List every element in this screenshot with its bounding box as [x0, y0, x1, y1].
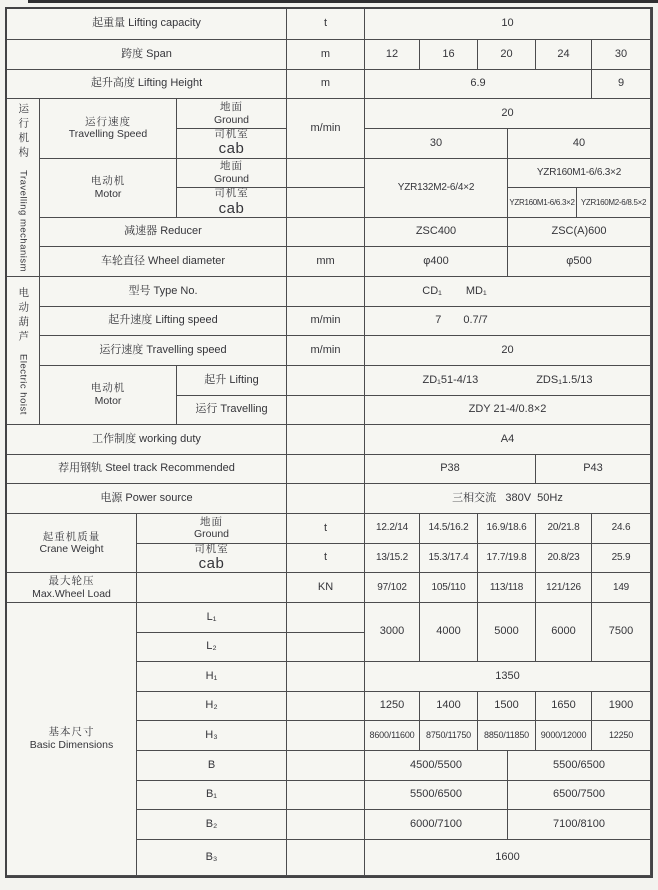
dim-b1-value-2: 6500/7500 [508, 781, 651, 811]
dim-sublabel-h2: H₂ [137, 692, 287, 722]
empty-unit-cell [287, 484, 365, 514]
section-electric-hoist [7, 277, 40, 425]
crane-weight-ground-value: 12.2/14 [365, 514, 420, 544]
hoist-lifting-speed-values [365, 307, 651, 337]
max-wheel-load-value: 97/102 [365, 573, 420, 603]
steel-track-value-2: P43 [536, 455, 651, 485]
type-no-values [365, 277, 651, 307]
empty-unit-cell [287, 662, 365, 692]
wheel-diameter-unit: mm [287, 247, 365, 277]
empty-cell [137, 573, 287, 603]
crane-weight-cab-value: 15.3/17.4 [420, 544, 478, 574]
max-wheel-load-label-zh: 最大轮压 [48, 574, 95, 587]
crane-weight-cab-value: 25.9 [592, 544, 651, 574]
dim-h3-value: 8750/11750 [420, 721, 478, 751]
dim-h3-value: 12250 [592, 721, 651, 751]
empty-unit-cell [287, 159, 365, 189]
empty-unit-cell [287, 603, 365, 633]
travelling-speed-label [40, 99, 177, 158]
dim-l-value: 5000 [478, 603, 536, 662]
dim-h2-value: 1650 [536, 692, 592, 722]
wheel-diameter-value-1: φ400 [365, 247, 508, 277]
ground-sublabel-zh: 地面 [200, 515, 223, 528]
max-wheel-load-value: 113/118 [478, 573, 536, 603]
wheel-diameter-label: 车轮直径 Wheel diameter [40, 247, 287, 277]
dim-l-value: 6000 [536, 603, 592, 662]
empty-unit-cell [287, 188, 365, 218]
lifting-height-label: 起升高度 Lifting Height [7, 70, 287, 100]
hoist-travelling-speed-unit: m/min [287, 336, 365, 366]
working-duty-label: 工作制度 working duty [7, 425, 287, 455]
hoist-lifting-speed-unit: m/min [287, 307, 365, 337]
dim-h2-value: 1900 [592, 692, 651, 722]
max-wheel-load-label [7, 573, 137, 603]
type-no-value-md: MD₁ [465, 284, 487, 297]
travelling-motor-cab-sublabel [177, 188, 287, 218]
travelling-speed-ground-sublabel [177, 99, 287, 129]
crane-weight-ground-value: 20/21.8 [536, 514, 592, 544]
travelling-speed-unit: m/min [287, 99, 365, 158]
steel-track-label: 荐用钢轨 Steel track Recommended [7, 455, 287, 485]
crane-weight-cab-value: 13/15.2 [365, 544, 420, 574]
ground-sublabel-en: Ground [213, 113, 250, 126]
travelling-motor-label-en: Motor [94, 187, 122, 200]
travelling-speed-cab-value-2: 40 [508, 129, 651, 159]
lifting-height-main: 6.9 [365, 70, 592, 100]
hoist-lifting-speed-label: 起升速度 Lifting speed [40, 307, 287, 337]
travelling-speed-ground-value: 20 [365, 99, 651, 129]
basic-dimensions-label [7, 603, 137, 876]
cab-sublabel-en: cab [218, 140, 245, 158]
empty-unit-cell [287, 810, 365, 840]
type-no-value-cd: CD₁ [422, 284, 442, 297]
hoist-motor-label [40, 366, 177, 425]
reducer-value-1: ZSC400 [365, 218, 508, 248]
max-wheel-load-label-en: Max.Wheel Load [32, 587, 111, 600]
empty-unit-cell [287, 218, 365, 248]
empty-unit-cell [287, 366, 365, 396]
dim-b2-value-2: 7100/8100 [508, 810, 651, 840]
cab-sublabel-zh: 司机室 [214, 128, 249, 140]
hoist-motor-label-zh: 电动机 [90, 382, 126, 395]
travelling-motor-label-zh: 电动机 [90, 175, 126, 188]
cab-sublabel-zh: 司机室 [214, 188, 249, 200]
travelling-motor-main-value: YZR132M2-6/4×2 [365, 159, 508, 218]
travelling-motor-cab-value-2: YZR160M2-6/8.5×2 [577, 188, 651, 218]
dim-h3-value: 8850/11850 [478, 721, 536, 751]
empty-unit-cell [287, 840, 365, 876]
power-source-value: 三相交流 380V 50Hz [365, 484, 651, 514]
wheel-diameter-value-2: φ500 [508, 247, 651, 277]
dim-sublabel-l1: L₁ [137, 603, 287, 633]
empty-unit-cell [287, 396, 365, 426]
hoist-motor-lifting-value-2: ZDS₁1.5/13 [536, 373, 593, 386]
lifting-height-30span: 9 [592, 70, 651, 100]
dim-l-value: 4000 [420, 603, 478, 662]
section-travelling-mechanism-en: Travelling mechanism [17, 170, 29, 273]
dim-b-value-2: 5500/6500 [508, 751, 651, 781]
hoist-lifting-speed-value-2: 0.7/7 [463, 314, 488, 327]
cab-sublabel-zh: 司机室 [194, 543, 229, 555]
span-value-30: 30 [592, 40, 651, 70]
lifting-capacity-unit: t [287, 9, 365, 40]
dim-b-value-1: 4500/5500 [365, 751, 508, 781]
travelling-speed-cab-value-1: 30 [365, 129, 508, 159]
travelling-motor-ground-right-value: YZR160M1-6/6.3×2 [508, 159, 651, 189]
section-electric-hoist-zh: 电动葫芦 [17, 286, 30, 345]
section-electric-hoist-en: Electric hoist [17, 353, 29, 415]
dim-sublabel-h1: H₁ [137, 662, 287, 692]
reducer-value-2: ZSC(A)600 [508, 218, 651, 248]
crane-weight-label-zh: 起重机质量 [42, 530, 101, 543]
crane-weight-ground-value: 24.6 [592, 514, 651, 544]
empty-unit-cell [287, 781, 365, 811]
ground-sublabel-en: Ground [193, 528, 230, 541]
max-wheel-load-value: 149 [592, 573, 651, 603]
dim-sublabel-b: B [137, 751, 287, 781]
crane-weight-label [7, 514, 137, 573]
lifting-capacity-value: 10 [365, 9, 651, 40]
crane-weight-cab-value: 17.7/19.8 [478, 544, 536, 574]
cab-sublabel-en: cab [218, 199, 245, 217]
hoist-motor-lifting-sublabel: 起升 Lifting [177, 366, 287, 396]
empty-unit-cell [287, 633, 365, 663]
crane-weight-cab-sublabel [137, 544, 287, 574]
hoist-motor-travelling-sublabel: 运行 Travelling [177, 396, 287, 426]
ground-sublabel-zh: 地面 [220, 160, 243, 173]
crane-weight-cab-value: 20.8/23 [536, 544, 592, 574]
crane-weight-cab-unit: t [287, 544, 365, 574]
page-top-edge [28, 0, 658, 3]
hoist-motor-label-en: Motor [94, 395, 122, 407]
basic-dimensions-label-zh: 基本尺寸 [48, 726, 95, 739]
travelling-speed-label-zh: 运行速度 [85, 115, 131, 128]
dim-b1-value-1: 5500/6500 [365, 781, 508, 811]
dim-h3-value: 8600/11600 [365, 721, 420, 751]
crane-weight-ground-value: 14.5/16.2 [420, 514, 478, 544]
crane-weight-ground-sublabel [137, 514, 287, 544]
max-wheel-load-value: 105/110 [420, 573, 478, 603]
dim-l-value: 3000 [365, 603, 420, 662]
dim-h2-value: 1500 [478, 692, 536, 722]
dim-sublabel-b1: B₁ [137, 781, 287, 811]
travelling-motor-ground-sublabel [177, 159, 287, 189]
span-value-24: 24 [536, 40, 592, 70]
travelling-speed-cab-sublabel [177, 129, 287, 159]
span-value-12: 12 [365, 40, 420, 70]
empty-unit-cell [287, 692, 365, 722]
dim-sublabel-b2: B₂ [137, 810, 287, 840]
travelling-speed-label-en: Travelling Speed [68, 128, 148, 141]
cab-sublabel-en: cab [198, 555, 225, 573]
max-wheel-load-unit: KN [287, 573, 365, 603]
ground-sublabel-en: Ground [213, 172, 250, 185]
power-source-label: 电源 Power source [7, 484, 287, 514]
dim-l-value: 7500 [592, 603, 651, 662]
section-travelling-mechanism-zh: 运行机构 [17, 103, 30, 162]
working-duty-value: A4 [365, 425, 651, 455]
max-wheel-load-value: 121/126 [536, 573, 592, 603]
empty-unit-cell [287, 425, 365, 455]
dim-sublabel-b3: B₃ [137, 840, 287, 876]
empty-unit-cell [287, 721, 365, 751]
steel-track-value-1: P38 [365, 455, 536, 485]
empty-unit-cell [287, 455, 365, 485]
reducer-label: 减速器 Reducer [40, 218, 287, 248]
hoist-motor-travelling-value: ZDY 21-4/0.8×2 [365, 396, 651, 426]
span-unit: m [287, 40, 365, 70]
hoist-motor-lifting-values [365, 366, 651, 396]
span-value-16: 16 [420, 40, 478, 70]
crane-weight-ground-value: 16.9/18.6 [478, 514, 536, 544]
crane-spec-table [5, 7, 653, 878]
dim-h2-value: 1250 [365, 692, 420, 722]
hoist-travelling-speed-value: 20 [365, 336, 651, 366]
hoist-lifting-speed-value-1: 7 [435, 314, 442, 327]
empty-unit-cell [287, 751, 365, 781]
crane-weight-ground-unit: t [287, 514, 365, 544]
section-travelling-mechanism [7, 99, 40, 277]
dim-h3-value: 9000/12000 [536, 721, 592, 751]
dim-h1-value: 1350 [365, 662, 651, 692]
travelling-motor-label [40, 159, 177, 218]
dim-h2-value: 1400 [420, 692, 478, 722]
dim-b2-value-1: 6000/7100 [365, 810, 508, 840]
hoist-travelling-speed-label: 运行速度 Travelling speed [40, 336, 287, 366]
span-label: 跨度 Span [7, 40, 287, 70]
lifting-height-unit: m [287, 70, 365, 100]
dim-sublabel-h3: H₃ [137, 721, 287, 751]
crane-weight-label-en: Crane Weight [39, 543, 104, 556]
travelling-motor-cab-value-1: YZR160M1-6/6.3×2 [508, 188, 577, 218]
hoist-motor-lifting-value-1: ZD₁51-4/13 [422, 373, 479, 386]
span-value-20: 20 [478, 40, 536, 70]
ground-sublabel-zh: 地面 [220, 100, 243, 113]
basic-dimensions-label-en: Basic Dimensions [29, 738, 114, 751]
dim-b3-value: 1600 [365, 840, 651, 876]
dim-sublabel-l2: L₂ [137, 633, 287, 663]
empty-unit-cell [287, 277, 365, 307]
lifting-capacity-label: 起重量 Lifting capacity [7, 9, 287, 40]
type-no-label: 型号 Type No. [40, 277, 287, 307]
